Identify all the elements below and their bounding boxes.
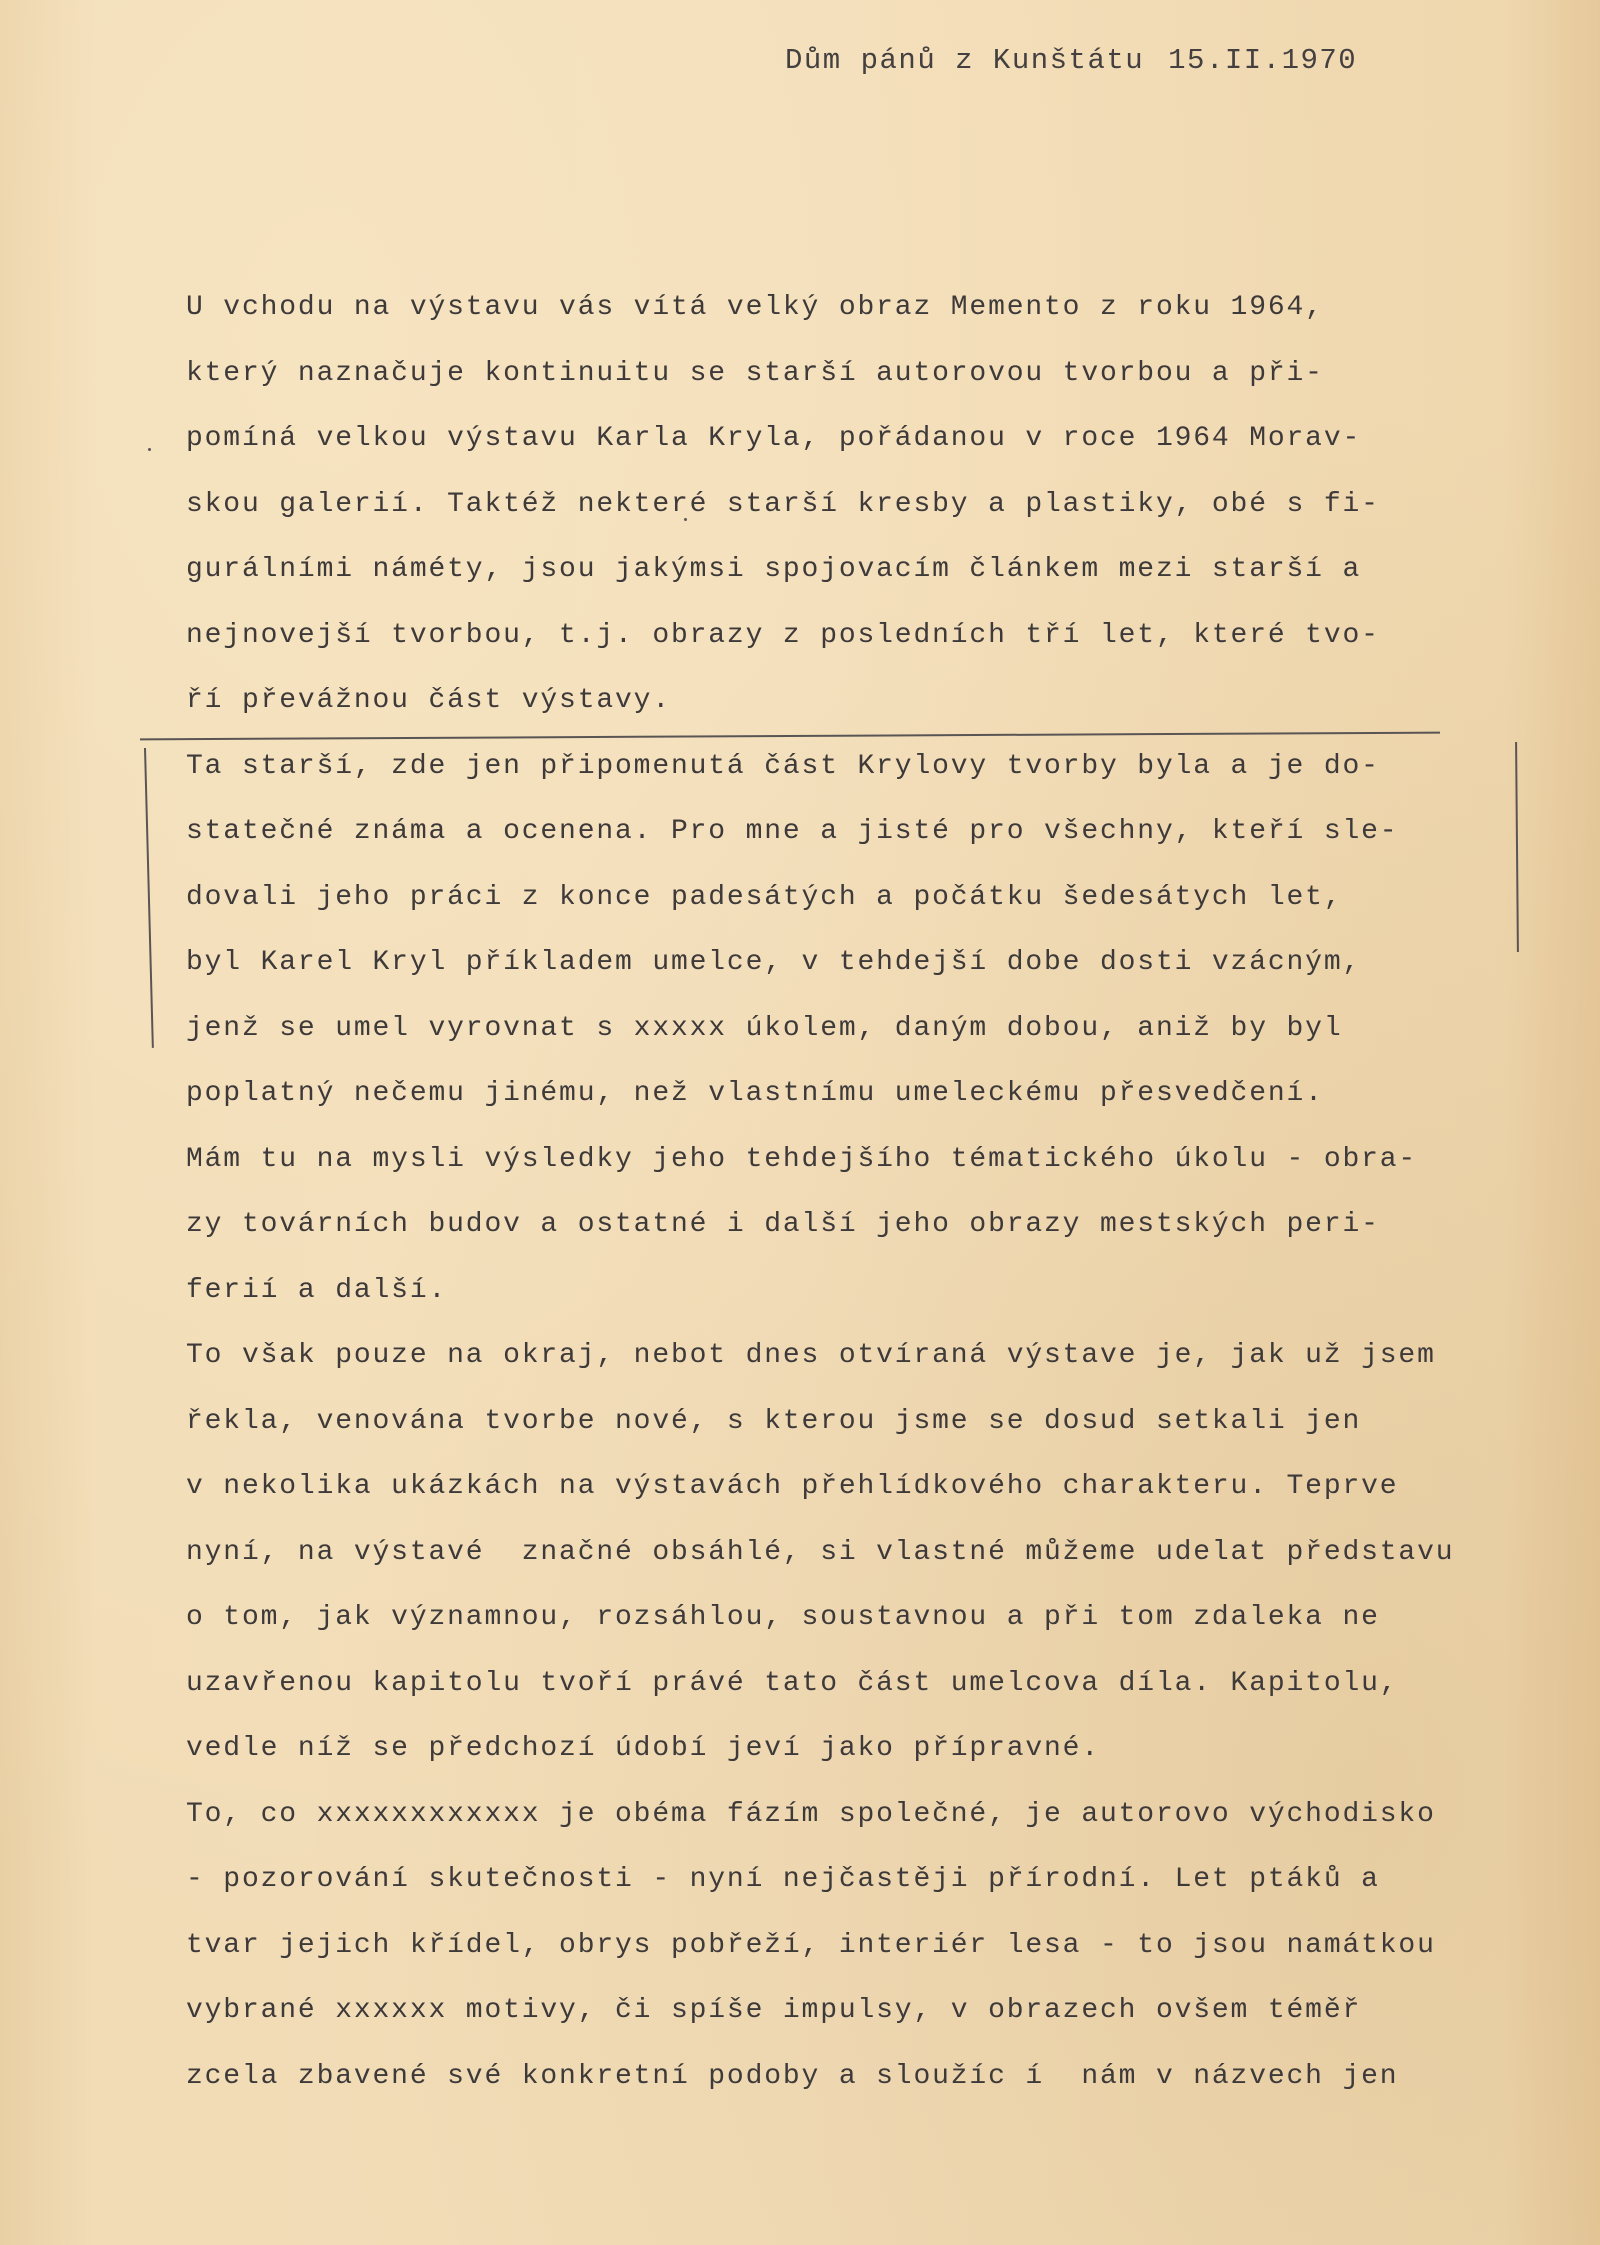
text-line: statečné známa a ocenena. Pro mne a jisté pro všechny, kteří sle-	[186, 816, 1399, 847]
text-line: byl Karel Kryl příkladem umelce, v tehdejší dobe dosti vzácným,	[186, 947, 1362, 978]
text-line: ří převážnou část výstavy.	[186, 685, 671, 716]
text-line: nejnovejší tvorbou, t.j. obrazy z posledních tří let, které tvo-	[186, 619, 1380, 651]
text-line: dovali jeho práci z konce padesátých a počátku šedesátych let,	[186, 881, 1343, 913]
text-line: řekla, venována tvorbe nové, s kterou jsme se dosud setkali jen	[186, 1405, 1362, 1437]
document-body	[186, 288, 1566, 2122]
text-line: U vchodu na výstavu vás vítá velký obraz Memento z roku 1964,	[186, 292, 1324, 323]
text-line: nyní, na výstavé značné obsáhlé, si vlastné můžeme udelat představu	[186, 1536, 1455, 1568]
text-line: To však pouze na okraj, nebot dnes otvíraná výstave je, jak už jsem	[186, 1340, 1436, 1371]
text-line: jenž se umel vyrovnat s xxxxx úkolem, daným dobou, aniž by byl	[186, 1012, 1343, 1044]
text-line: zcela zbavené své konkretní podoby a sloužíc í nám v názvech jen	[186, 2060, 1399, 2092]
text-line: pomíná velkou výstavu Karla Kryla, pořádanou v roce 1964 Morav-	[186, 423, 1362, 454]
header-date: 15.II.1970	[1168, 44, 1358, 77]
text-line: vybrané xxxxxx motivy, či spíše impulsy, v obrazech ovšem téměř	[186, 1995, 1362, 2026]
text-line: - pozorování skutečnosti - nyní nejčastěji přírodní. Let ptáků a	[186, 1864, 1380, 1895]
text-line: To, co xxxxxxxxxxxx je obéma fázím společné, je autorovo východisko	[186, 1798, 1436, 1830]
text-line: poplatný nečemu jinému, než vlastnímu umeleckému přesvedčení.	[186, 1078, 1324, 1109]
text-line: gurálními náméty, jsou jakýmsi spojovacím článkem mezi starší a	[186, 554, 1362, 585]
text-line: vedle níž se předchozí údobí jeví jako přípravné.	[186, 1733, 1100, 1764]
text-line: který naznačuje kontinuitu se starší autorovou tvorbou a při-	[186, 357, 1324, 389]
text-line: Ta starší, zde jen připomenutá část Krylovy tvorby byla a je do-	[186, 750, 1380, 782]
text-line: skou galerií. Taktéž nekteré starší kresby a plastiky, obé s fi-	[186, 488, 1380, 520]
text-line: v nekolika ukázkách na výstavách přehlídkového charakteru. Teprve	[186, 1471, 1399, 1502]
header-place: Dům pánů z Kunštátu	[785, 44, 1145, 77]
pencil-margin-bracket	[144, 748, 154, 1048]
text-line: zy továrních budov a ostatné i další jeho obrazy mestských peri-	[186, 1209, 1380, 1240]
document-header	[785, 44, 1357, 77]
text-line: Mám tu na mysli výsledky jeho tehdejšího tématického úkolu - obra-	[186, 1143, 1418, 1175]
text-line: ferií a další.	[186, 1274, 448, 1306]
text-line: o tom, jak významnou, rozsáhlou, soustavnou a při tom zdaleka ne	[186, 1602, 1380, 1633]
text-line: tvar jejich křídel, obrys pobřeží, interiér lesa - to jsou namátkou	[186, 1929, 1436, 1961]
ink-speck	[148, 448, 151, 451]
text-line: uzavřenou kapitolu tvoří právé tato část umelcova díla. Kapitolu,	[186, 1667, 1399, 1699]
